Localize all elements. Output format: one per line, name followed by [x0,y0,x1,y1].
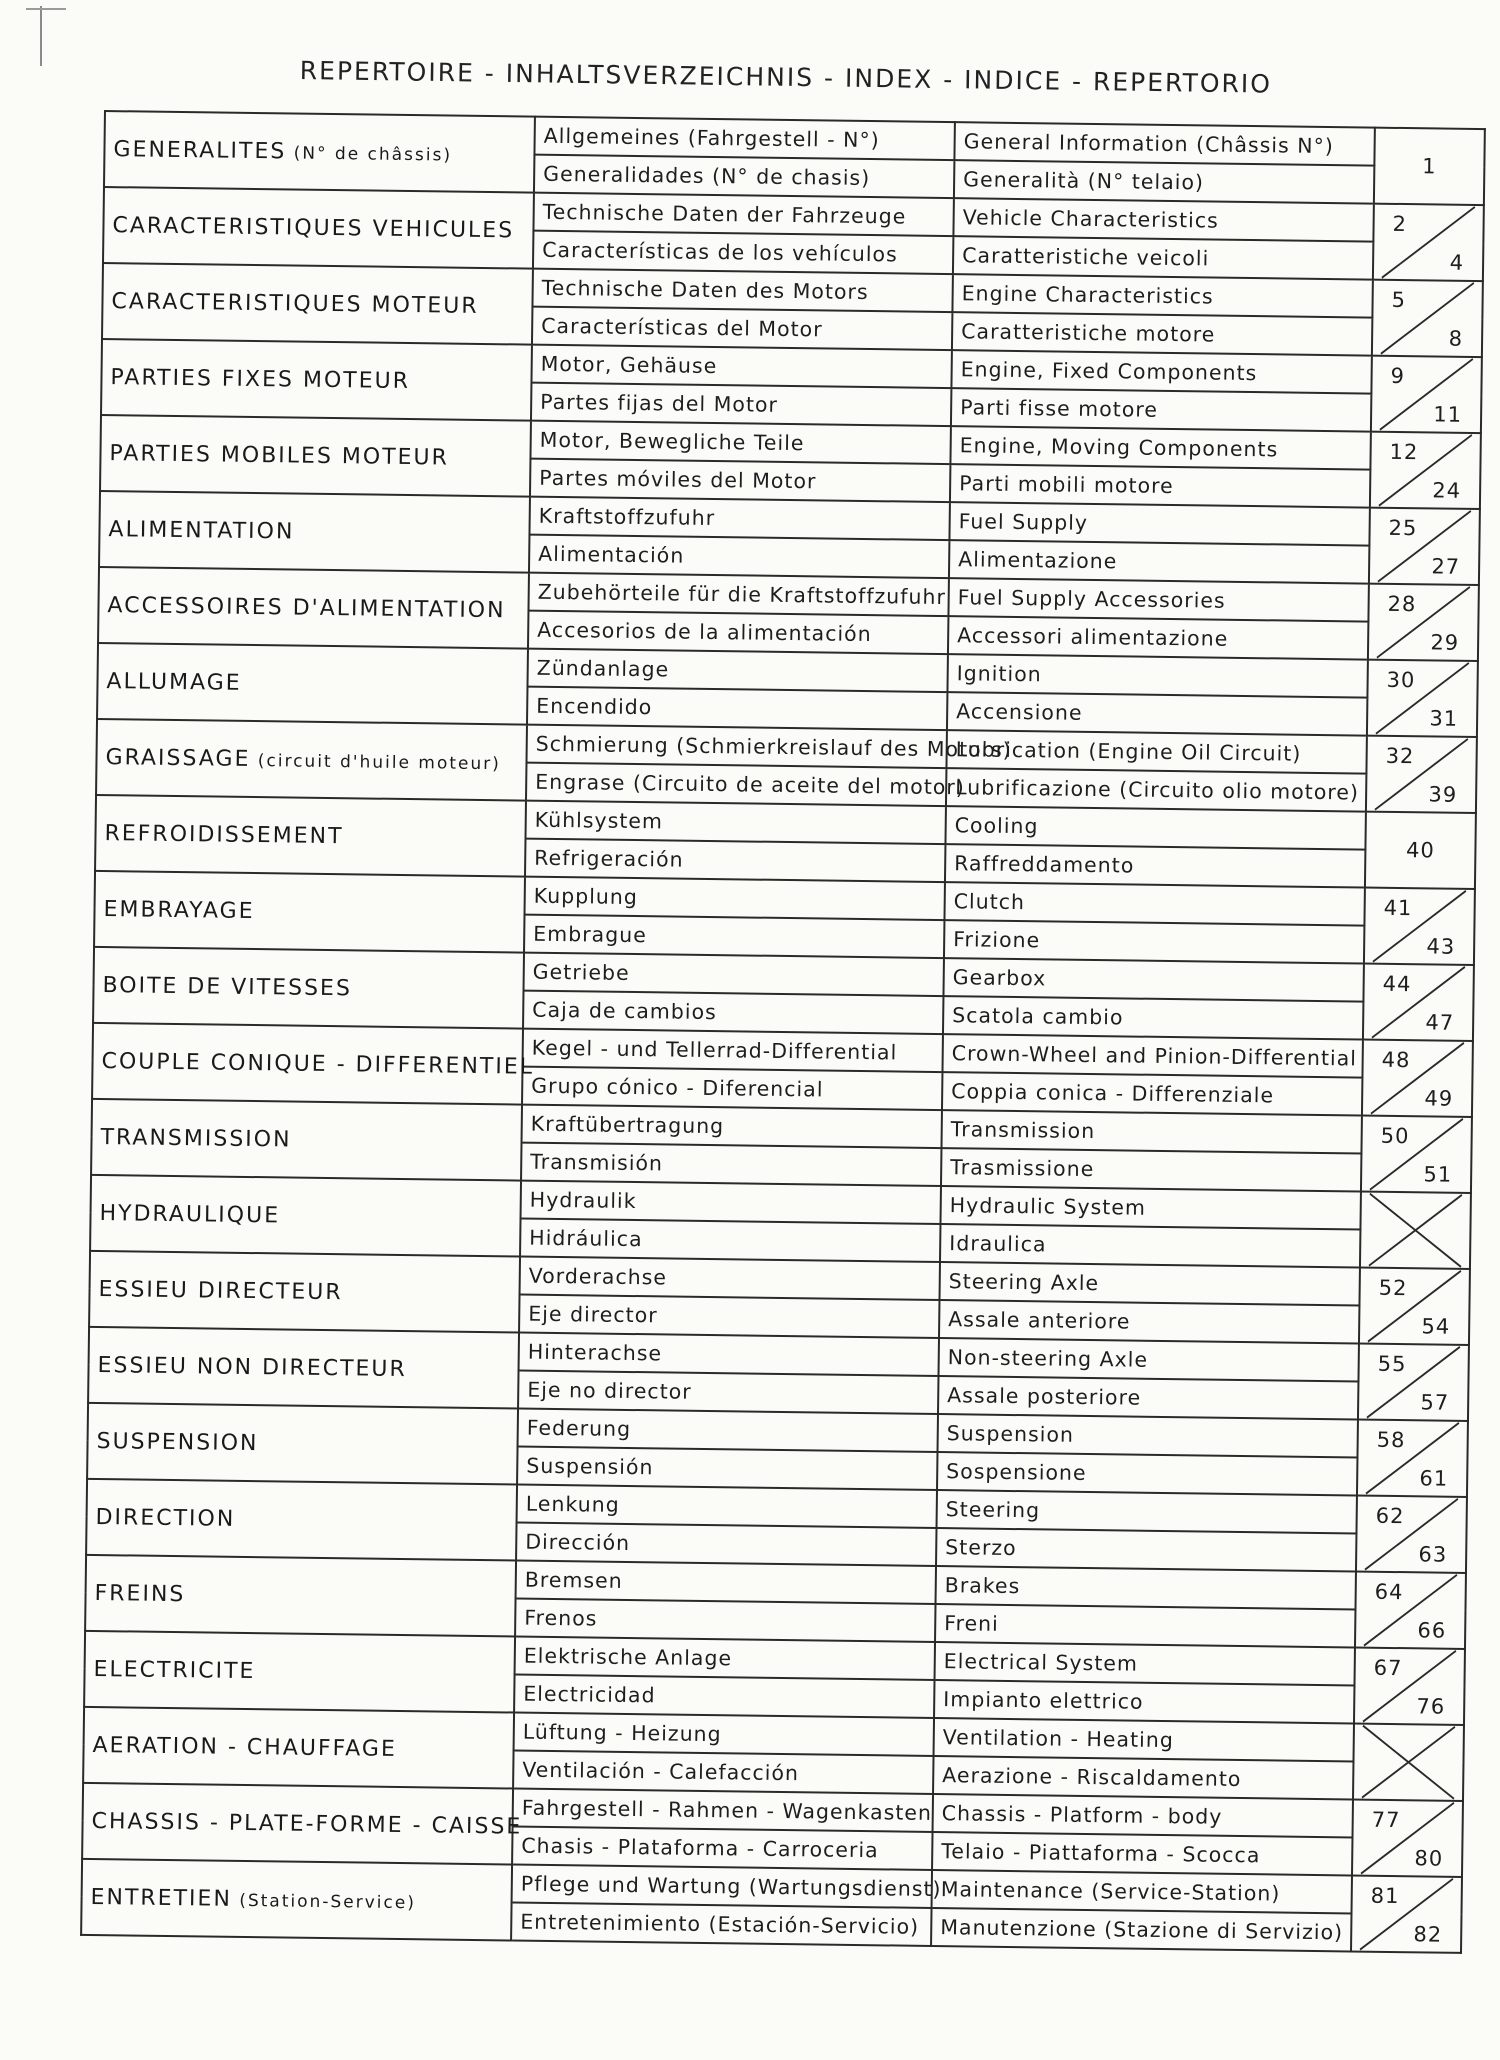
page-reference [1365,812,1476,889]
french-section-title [83,1707,514,1789]
page-from: 64 [1374,1579,1404,1605]
french-section-label: AERATION - CHAUFFAGE [92,1732,398,1762]
french-section-title [81,1859,512,1941]
french-section-label: BOITE DE VITESSES [102,972,353,1001]
english-label: Gearbox [943,958,1363,1001]
german-label: Schmierung (Schmierkreislauf des Motors) [526,725,946,768]
spanish-label: Generalidades (N° de chasis) [534,155,954,198]
german-label: Elektrische Anlage [515,1637,935,1680]
english-label: Chassis - Platform - body [933,1794,1353,1837]
german-label: Kupplung [525,877,945,920]
page-to: 66 [1417,1618,1447,1643]
page-reference-box [1369,1194,1462,1267]
english-label: Engine Characteristics [952,274,1372,317]
page-reference-box [1377,586,1470,659]
italian-label: Aerazione - Riscaldamento [933,1756,1353,1799]
spanish-label: Partes fijas del Motor [531,383,951,426]
spanish-label: Eje no director [518,1371,938,1414]
page-to: 47 [1425,1010,1455,1035]
german-label: Fahrgestell - Rahmen - Wagenkasten [513,1788,933,1831]
spanish-label: Transmisión [521,1143,941,1186]
french-section-title [102,263,533,345]
page-reference [1355,1572,1466,1649]
page-reference-box [1383,130,1476,203]
italian-label: Alimentazione [949,540,1369,583]
page-to: 80 [1414,1846,1444,1871]
page-reference-box [1373,890,1466,963]
italian-label: Accensione [947,692,1367,735]
page-reference-box [1360,1878,1453,1951]
italian-label: Manutenzione (Stazione di Servizio) [931,1908,1351,1951]
page-reference [1373,204,1484,281]
spanish-label: Hidráulica [520,1219,940,1262]
french-section-label: GRAISSAGE [105,744,251,772]
spanish-label: Alimentación [529,535,949,578]
page-to: 39 [1428,782,1458,807]
french-section-title [98,567,529,649]
page-reference-box [1372,966,1465,1039]
italian-label: Coppia conica - Differenziale [942,1072,1362,1115]
index-table-body [81,111,1485,1953]
page-from: 28 [1387,591,1417,617]
page-reference [1356,1496,1467,1573]
german-label: Kühlsystem [525,801,945,844]
french-section-label: PARTIES MOBILES MOTEUR [109,440,450,471]
french-section-title [103,187,534,269]
french-section-label: ACCESSOIRES D'ALIMENTATION [107,592,506,623]
german-label: Motor, Gehäuse [531,345,951,388]
german-label: Pflege und Wartung (Wartungsdienst) [512,1864,932,1907]
italian-label: Caratteristiche veicoli [953,236,1373,279]
french-section-note: (Station-Service) [231,1890,417,1913]
page-reference [1363,964,1474,1041]
french-section-label: HYDRAULIQUE [99,1200,281,1228]
german-label: Kegel - und Tellerrad-Differential [523,1029,943,1072]
page-reference-box [1376,662,1469,735]
french-section-title [99,491,530,573]
page-to: 76 [1416,1694,1446,1719]
page-reference-box [1362,1726,1455,1799]
page-from: 58 [1376,1427,1406,1453]
italian-label: Caratteristiche motore [952,312,1372,355]
english-label: Fuel Supply [949,502,1369,545]
french-section-title [88,1327,519,1409]
page-reference [1371,356,1482,433]
german-label: Kraftstoffzufuhr [529,497,949,540]
german-label: Zündanlage [527,649,947,692]
french-section-label: CARACTERISTIQUES VEHICULES [112,212,515,243]
page-from: 12 [1389,439,1419,465]
spanish-label: Accesorios de la alimentación [528,611,948,654]
page-reference-box [1361,1802,1454,1875]
page-to: 63 [1418,1542,1448,1567]
french-section-label: COUPLE CONIQUE - DIFFERENTIEL [101,1048,535,1080]
page-title: REPERTOIRE - INHALTSVERZEICHNIS - INDEX - INDICE - REPERTORIO [299,56,1273,99]
spanish-label: Grupo cónico - Diferencial [522,1067,942,1110]
spanish-label: Embrague [524,915,944,958]
french-section-note: (N° de châssis) [286,142,453,166]
page-reference [1359,1268,1470,1345]
page-to: 4 [1449,250,1465,275]
italian-label: Scatola cambio [943,996,1363,1039]
page-from: 5 [1391,287,1407,313]
spanish-label: Chasis - Plataforma - Carroceria [512,1826,932,1869]
page-reference-box [1364,1574,1457,1647]
french-section-label: CHASSIS - PLATE-FORME - CAISSE [91,1808,523,1840]
spanish-label: Eje director [519,1295,939,1338]
page-reference [1364,888,1475,965]
french-section-label: GENERALITES [113,136,287,164]
page-from: 30 [1386,667,1416,693]
french-section-title [104,111,535,193]
english-label: Non-steering Axle [938,1338,1358,1381]
page-from: 48 [1381,1047,1411,1073]
page-reference [1367,660,1478,737]
french-section-label: ALLUMAGE [106,668,242,696]
french-section-label: FREINS [94,1580,186,1607]
spanish-label: Engrase (Circuito de aceite del motor) [526,763,946,806]
french-section-note: (circuit d'huile moteur) [250,750,501,774]
english-label: Fuel Supply Accessories [948,578,1368,621]
italian-label: Parti mobili motore [950,464,1370,507]
french-section-label: DIRECTION [95,1504,236,1532]
page-to: 11 [1433,402,1463,427]
page-reference [1366,736,1477,813]
french-section-title [100,415,531,497]
italian-label: Telaio - Piattaforma - Scocca [932,1832,1352,1875]
spanish-label: Partes móviles del Motor [530,459,950,502]
german-label: Allgemeines (Fahrgestell - N°) [534,117,954,160]
spanish-label: Refrigeración [525,839,945,882]
page-reference [1362,1040,1473,1117]
page-to: 29 [1430,630,1460,655]
spanish-label: Caja de cambios [523,991,943,1034]
french-section-label: SUSPENSION [96,1428,259,1456]
german-label: Motor, Bewegliche Teile [530,421,950,464]
page-number: 40 [1405,838,1435,863]
page-reference [1354,1648,1465,1725]
page-reference-box [1370,1118,1463,1191]
page-from: 55 [1377,1351,1407,1377]
page-to: 57 [1420,1390,1450,1415]
english-label: General Information (Châssis N°) [954,122,1374,165]
french-section-label: ENTRETIEN [90,1884,233,1912]
page-from: 77 [1371,1807,1401,1833]
english-label: Ignition [947,654,1367,697]
italian-label: Sterzo [936,1528,1356,1571]
italian-label: Freni [935,1604,1355,1647]
french-section-title [96,719,527,801]
page-number: 1 [1422,154,1437,179]
french-section-title [86,1479,517,1561]
index-table [80,110,1486,1954]
scan-edge-mark-horizontal [26,8,66,10]
page-from: 67 [1373,1655,1403,1681]
german-label: Hydraulik [521,1181,941,1224]
no-pages-cross-mark [1369,1194,1462,1267]
spanish-label: Encendido [527,687,947,730]
spanish-label: Características de los vehículos [533,231,953,274]
english-label: Clutch [944,882,1364,925]
page-reference-box [1368,1270,1461,1343]
spanish-label: Ventilación - Calefacción [513,1751,933,1794]
french-section-title [101,339,532,421]
page-from: 44 [1382,971,1412,997]
page-reference-box [1382,206,1475,279]
italian-label: Assale anteriore [939,1300,1359,1343]
italian-label: Accessori alimentazione [948,616,1368,659]
english-label: Engine, Fixed Components [951,350,1371,393]
page-reference [1351,1875,1462,1952]
german-label: Lüftung - Heizung [514,1713,934,1756]
french-section-label: ELECTRICITE [93,1656,256,1684]
page-to: 27 [1431,554,1461,579]
german-label: Getriebe [524,953,944,996]
french-section-title [82,1783,523,1865]
english-label: Crown-Wheel and Pinion-Differential [942,1034,1362,1077]
english-label: Maintenance (Service-Station) [932,1870,1352,1913]
french-section-label: CARACTERISTIQUES MOTEUR [111,288,479,319]
page-from: 81 [1370,1883,1400,1909]
page-reference-box [1381,282,1474,355]
spanish-label: Dirección [516,1523,936,1566]
page-to: 49 [1424,1086,1454,1111]
english-label: Steering Axle [939,1262,1359,1305]
page-reference [1370,432,1481,509]
page-reference-box [1378,510,1471,583]
spanish-label: Características del Motor [532,307,952,350]
german-label: Bremsen [516,1561,936,1604]
french-section-title [89,1251,520,1333]
page-reference-box [1366,1422,1459,1495]
italian-label: Sospensione [937,1452,1357,1495]
page-to: 43 [1426,934,1456,959]
english-label: Transmission [941,1110,1361,1153]
index-sheet [80,110,1486,1954]
page-reference [1368,584,1479,661]
german-label: Technische Daten der Fahrzeuge [533,193,953,236]
italian-label: Frizione [944,920,1364,963]
french-section-title [90,1175,521,1257]
english-label: Ventilation - Heating [934,1718,1354,1761]
german-label: Zubehörteile für die Kraftstoffzufuhr [528,573,948,616]
french-section-label: REFROIDISSEMENT [104,820,344,849]
italian-label: Impianto elettrico [934,1680,1354,1723]
page-reference [1374,128,1485,205]
french-section-title [87,1403,518,1485]
italian-label: Assale posteriore [938,1376,1358,1419]
page-from: 52 [1378,1275,1408,1301]
page-reference-box [1367,1346,1460,1419]
page-from: 41 [1383,895,1413,921]
page-reference-box [1374,814,1467,887]
page-reference [1372,280,1483,357]
english-label: Lubrication (Engine Oil Circuit) [946,730,1366,773]
french-section-title [93,947,524,1029]
page-reference-box [1379,434,1472,507]
italian-label: Parti fisse motore [951,388,1371,431]
page-to: 8 [1448,326,1464,351]
spanish-label: Entretenimiento (Estación-Servicio) [511,1902,931,1945]
page-reference [1352,1799,1463,1876]
no-pages-cross-mark [1362,1726,1455,1799]
italian-label: Trasmissione [941,1148,1361,1191]
page-reference [1361,1116,1472,1193]
german-label: Technische Daten des Motors [532,269,952,312]
page-from: 32 [1385,743,1415,769]
spanish-label: Frenos [515,1599,935,1642]
page-reference-box [1371,1042,1464,1115]
page-to: 82 [1413,1922,1443,1947]
page-reference-box [1365,1498,1458,1571]
italian-label: Generalità (N° telaio) [954,160,1374,203]
french-section-label: ALIMENTATION [108,516,295,545]
german-label: Vorderachse [520,1257,940,1300]
page-reference [1353,1724,1464,1801]
german-label: Kraftübertragung [522,1105,942,1148]
english-label: Hydraulic System [940,1186,1360,1229]
page-to: 24 [1432,478,1462,503]
page-reference [1358,1344,1469,1421]
english-label: Electrical System [935,1642,1355,1685]
english-label: Steering [937,1490,1357,1533]
page-from: 9 [1390,363,1406,389]
french-section-label: ESSIEU DIRECTEUR [98,1276,343,1305]
page-to: 51 [1423,1162,1453,1187]
page-to: 61 [1419,1466,1449,1491]
english-label: Vehicle Characteristics [953,198,1373,241]
english-label: Engine, Moving Components [950,426,1370,469]
french-section-title [97,643,528,725]
italian-label: Lubrificazione (Circuito olio motore) [946,768,1366,811]
french-section-title [84,1631,515,1713]
german-label: Hinterachse [519,1333,939,1376]
italian-label: Raffreddamento [945,844,1365,887]
english-label: Brakes [936,1566,1356,1609]
page-reference-box [1363,1650,1456,1723]
german-label: Federung [518,1409,938,1452]
french-section-label: PARTIES FIXES MOTEUR [110,364,411,394]
italian-label: Idraulica [940,1224,1360,1267]
french-section-label: ESSIEU NON DIRECTEUR [97,1352,407,1382]
page-from: 62 [1375,1503,1405,1529]
french-section-title [91,1099,522,1181]
spanish-label: Electricidad [514,1675,934,1718]
french-section-title [92,1023,535,1105]
french-section-label: TRANSMISSION [100,1124,292,1153]
page-from: 25 [1388,515,1418,541]
english-label: Cooling [945,806,1365,849]
spanish-label: Suspensión [517,1447,937,1490]
page-from: 50 [1380,1123,1410,1149]
scan-edge-mark [40,6,42,66]
page-reference-box [1375,738,1468,811]
page-reference [1369,508,1480,585]
english-label: Suspension [938,1414,1358,1457]
page-from: 2 [1392,211,1408,237]
french-section-label: EMBRAYAGE [103,896,255,924]
french-section-title [94,871,525,953]
page-to: 54 [1421,1314,1451,1339]
french-section-title [85,1555,516,1637]
page-reference [1357,1420,1468,1497]
page-reference [1360,1192,1471,1269]
german-label: Lenkung [517,1485,937,1528]
page-reference-box [1380,358,1473,431]
french-section-title [95,795,526,877]
page-to: 31 [1429,706,1459,731]
